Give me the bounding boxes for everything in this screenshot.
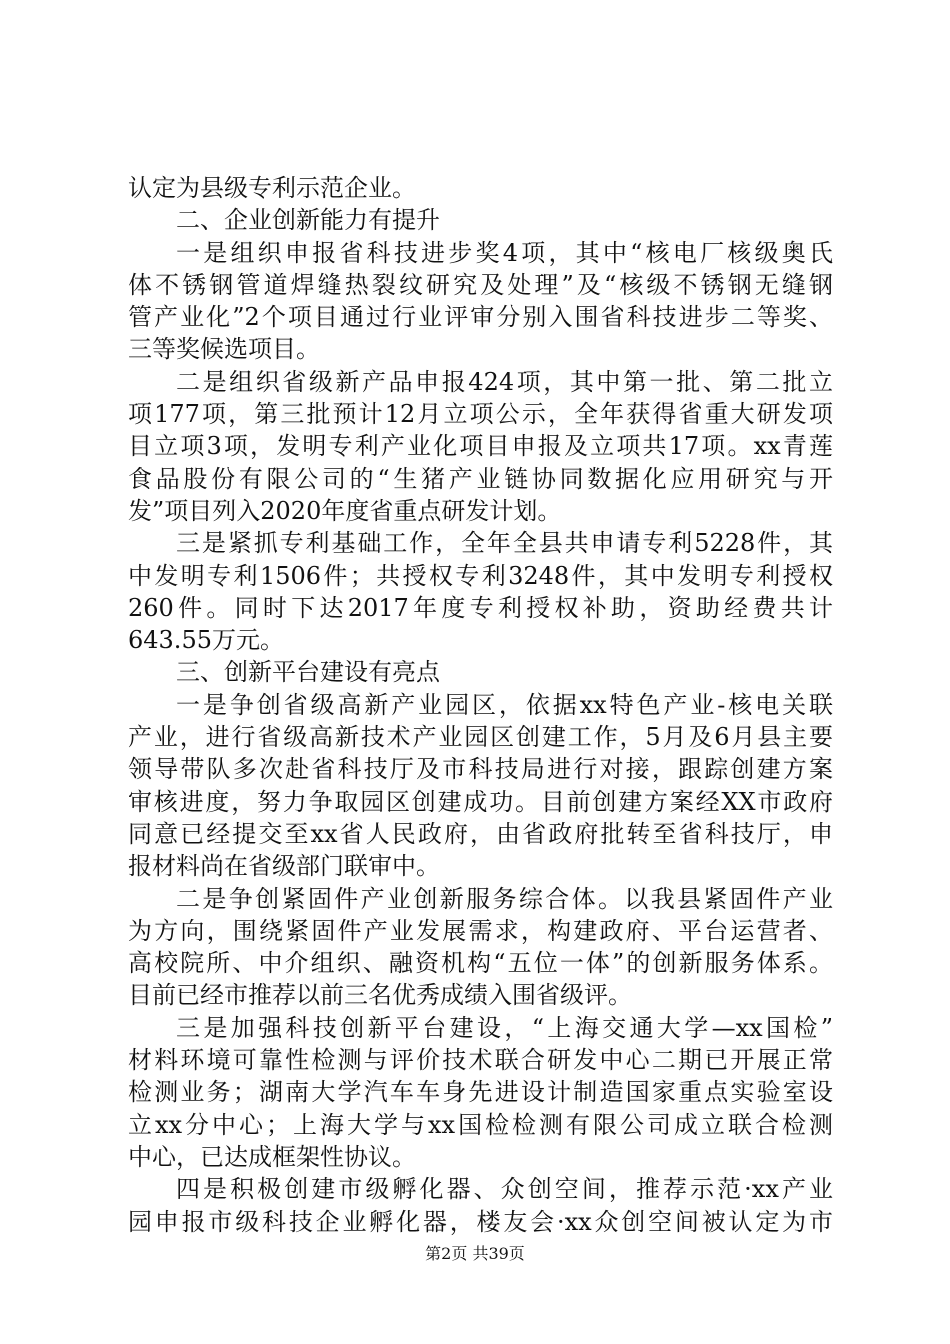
text-line: 产业，进行省级高新技术产业园区创建工作，5月及6月县主要 xyxy=(128,723,833,752)
text-line: 体不锈钢管道焊缝热裂纹研究及处理”及“核级不锈钢无缝钢 xyxy=(128,270,833,299)
text-line: 认定为县级专利示范企业。 xyxy=(128,174,416,202)
text-line: 中心，已达成框架性协议。 xyxy=(128,1142,416,1171)
text-line: 三、创新平台建设有亮点 xyxy=(176,658,440,687)
text-line: 二是争创紧固件产业创新服务综合体。以我县紧固件产业 xyxy=(176,884,833,913)
text-line: 发”项目列入2020年度省重点研发计划。 xyxy=(128,496,562,525)
text-line: 管产业化”2个项目通过行业评审分别入围省科技进步二等奖、 xyxy=(128,303,833,332)
text-line: 同意已经提交至xx省人民政府，由省政府批转至省科技厅，申 xyxy=(128,819,833,848)
text-line: 材料环境可靠性检测与评价技术联合研发中心二期已开展正常 xyxy=(128,1046,833,1075)
text-line: 中发明专利1506件；共授权专利3248件，其中发明专利授权 xyxy=(128,561,833,590)
text-line: 三等奖候选项目。 xyxy=(128,335,320,364)
text-line: 检测业务；湖南大学汽车车身先进设计制造国家重点实验室设 xyxy=(128,1078,833,1107)
text-line: 二是组织省级新产品申报424项，其中第一批、第二批立 xyxy=(176,367,833,396)
text-line: 报材料尚在省级部门联审中。 xyxy=(128,852,440,881)
text-line: 高校院所、中介组织、融资机构“五位一体”的创新服务体系。 xyxy=(128,949,833,978)
text-line: 一是争创省级高新产业园区，依据xx特色产业-核电关联 xyxy=(176,690,833,719)
document-body xyxy=(128,172,833,1238)
text-line: 643.55万元。 xyxy=(128,626,284,655)
text-line: 立xx分中心；上海大学与xx国检检测有限公司成立联合检测 xyxy=(128,1110,833,1139)
text-line: 园申报市级科技企业孵化器，楼友会·xx众创空间被认定为市 xyxy=(128,1207,833,1236)
text-line: 目前已经市推荐以前三名优秀成绩入围省级评。 xyxy=(128,981,632,1010)
text-line: 二、企业创新能力有提升 xyxy=(176,206,440,235)
text-line: 项177项，第三批预计12月立项公示，全年获得省重大研发项 xyxy=(128,400,833,429)
text-line: 四是积极创建市级孵化器、众创空间，推荐示范·xx产业 xyxy=(176,1175,833,1204)
page-footer: 第2页 共39页 xyxy=(425,1244,525,1263)
text-line: 目立项3项，发明专利产业化项目申报及立项共17项。xx青莲 xyxy=(128,432,833,461)
text-line: 三是加强科技创新平台建设，“上海交通大学—xx国检” xyxy=(176,1013,833,1042)
text-line: 领导带队多次赴省科技厅及市科技局进行对接，跟踪创建方案 xyxy=(128,755,833,784)
text-line: 260件。同时下达2017年度专利授权补助，资助经费共计 xyxy=(128,593,833,622)
text-line: 一是组织申报省科技进步奖4项，其中“核电厂核级奥氏 xyxy=(176,238,833,267)
text-line: 三是紧抓专利基础工作，全年全县共申请专利5228件，其 xyxy=(176,529,833,558)
text-line: 食品股份有限公司的“生猪产业链协同数据化应用研究与开 xyxy=(128,464,833,493)
text-line: 审核进度，努力争取园区创建成功。目前创建方案经XX市政府 xyxy=(128,787,833,816)
text-line: 为方向，围绕紧固件产业发展需求，构建政府、平台运营者、 xyxy=(128,916,833,945)
